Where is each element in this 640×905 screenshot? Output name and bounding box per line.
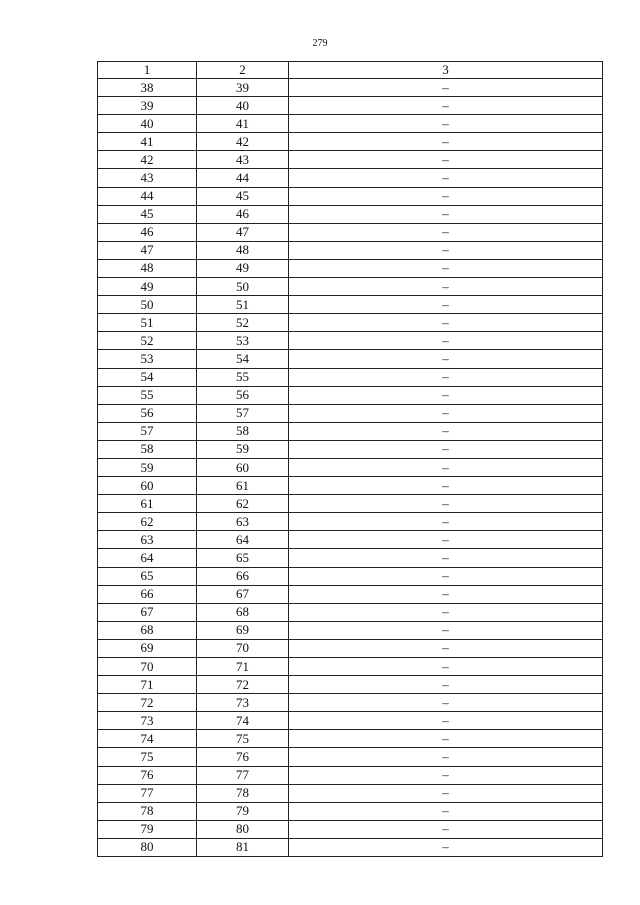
table-cell-col-2: 81 [197, 838, 289, 856]
table-cell-col-3: – [289, 477, 603, 495]
table-cell-col-3: – [289, 585, 603, 603]
table-cell-col-3: – [289, 730, 603, 748]
table-cell-col-1: 64 [98, 549, 197, 567]
table-row [98, 97, 603, 115]
table-cell-col-2: 44 [197, 169, 289, 187]
table-row [98, 332, 603, 350]
table-row [98, 169, 603, 187]
table-cell-col-3: – [289, 187, 603, 205]
table-row [98, 79, 603, 97]
table-row [98, 838, 603, 856]
table-body [98, 79, 603, 857]
table-cell-col-3: – [289, 241, 603, 259]
table-cell-col-1: 59 [98, 458, 197, 476]
table-row [98, 368, 603, 386]
table-cell-col-3: – [289, 404, 603, 422]
table-cell-col-3: – [289, 567, 603, 585]
table-row [98, 712, 603, 730]
table-row [98, 784, 603, 802]
table-row [98, 278, 603, 296]
table-cell-col-3: – [289, 495, 603, 513]
table-cell-col-2: 79 [197, 802, 289, 820]
table-cell-col-3: – [289, 658, 603, 676]
table-cell-col-2: 63 [197, 513, 289, 531]
table-cell-col-2: 60 [197, 458, 289, 476]
table-cell-col-1: 55 [98, 386, 197, 404]
table-row [98, 314, 603, 332]
table-row [98, 585, 603, 603]
table-row [98, 639, 603, 657]
table-row [98, 350, 603, 368]
table-cell-col-3: – [289, 296, 603, 314]
table-cell-col-2: 73 [197, 694, 289, 712]
table-cell-col-1: 79 [98, 820, 197, 838]
table-row [98, 766, 603, 784]
table-cell-col-3: – [289, 350, 603, 368]
table-row [98, 404, 603, 422]
table-row [98, 115, 603, 133]
table-cell-col-3: – [289, 314, 603, 332]
table-cell-col-2: 46 [197, 205, 289, 223]
table-cell-col-3: – [289, 513, 603, 531]
table-cell-col-2: 64 [197, 531, 289, 549]
table-cell-col-3: – [289, 79, 603, 97]
table-cell-col-2: 48 [197, 241, 289, 259]
table-cell-col-1: 74 [98, 730, 197, 748]
table-row [98, 187, 603, 205]
table-cell-col-3: – [289, 838, 603, 856]
table-row [98, 513, 603, 531]
table-cell-col-2: 66 [197, 567, 289, 585]
table-cell-col-2: 45 [197, 187, 289, 205]
table-cell-col-3: – [289, 784, 603, 802]
table-cell-col-1: 50 [98, 296, 197, 314]
table-cell-col-3: – [289, 169, 603, 187]
table-cell-col-1: 38 [98, 79, 197, 97]
table-cell-col-3: – [289, 621, 603, 639]
table-cell-col-1: 75 [98, 748, 197, 766]
table-row [98, 730, 603, 748]
table-cell-col-2: 68 [197, 603, 289, 621]
table-cell-col-2: 41 [197, 115, 289, 133]
table-row [98, 603, 603, 621]
table-cell-col-3: – [289, 133, 603, 151]
table-cell-col-3: – [289, 422, 603, 440]
table-cell-col-1: 80 [98, 838, 197, 856]
table-row [98, 386, 603, 404]
table-cell-col-3: – [289, 676, 603, 694]
table-cell-col-1: 72 [98, 694, 197, 712]
table-cell-col-1: 53 [98, 350, 197, 368]
table-cell-col-3: – [289, 694, 603, 712]
page-number: 279 [312, 38, 328, 49]
table-cell-col-2: 55 [197, 368, 289, 386]
table-cell-col-3: – [289, 332, 603, 350]
table-cell-col-1: 52 [98, 332, 197, 350]
table-cell-col-3: – [289, 748, 603, 766]
table-cell-col-1: 77 [98, 784, 197, 802]
table-cell-col-1: 57 [98, 422, 197, 440]
table-cell-col-1: 41 [98, 133, 197, 151]
table-row [98, 296, 603, 314]
table-cell-col-2: 53 [197, 332, 289, 350]
table-row [98, 531, 603, 549]
table-cell-col-3: – [289, 278, 603, 296]
table-cell-col-3: – [289, 820, 603, 838]
table-cell-col-2: 58 [197, 422, 289, 440]
table-cell-col-1: 68 [98, 621, 197, 639]
table-cell-col-2: 50 [197, 278, 289, 296]
column-header-1: 1 [98, 62, 197, 79]
table-cell-col-1: 58 [98, 440, 197, 458]
table-row [98, 658, 603, 676]
table-cell-col-2: 56 [197, 386, 289, 404]
table-cell-col-1: 43 [98, 169, 197, 187]
table-row [98, 567, 603, 585]
table-cell-col-1: 40 [98, 115, 197, 133]
table-cell-col-2: 51 [197, 296, 289, 314]
table-row [98, 422, 603, 440]
table-cell-col-3: – [289, 368, 603, 386]
table-cell-col-2: 42 [197, 133, 289, 151]
table-cell-col-3: – [289, 259, 603, 277]
table-row [98, 151, 603, 169]
table-row [98, 495, 603, 513]
header-row [98, 62, 603, 79]
table-cell-col-3: – [289, 639, 603, 657]
table-cell-col-2: 59 [197, 440, 289, 458]
table-cell-col-1: 49 [98, 278, 197, 296]
column-header-2: 2 [197, 62, 289, 79]
table-row [98, 223, 603, 241]
table-cell-col-2: 71 [197, 658, 289, 676]
table-cell-col-3: – [289, 603, 603, 621]
table-cell-col-2: 76 [197, 748, 289, 766]
table-header [98, 62, 603, 79]
table-cell-col-3: – [289, 549, 603, 567]
table-cell-col-2: 43 [197, 151, 289, 169]
table-cell-col-2: 47 [197, 223, 289, 241]
table-cell-col-3: – [289, 440, 603, 458]
table-row [98, 241, 603, 259]
table-cell-col-1: 61 [98, 495, 197, 513]
table-cell-col-1: 63 [98, 531, 197, 549]
table-cell-col-2: 69 [197, 621, 289, 639]
table-cell-col-1: 46 [98, 223, 197, 241]
table-cell-col-1: 70 [98, 658, 197, 676]
table-cell-col-2: 49 [197, 259, 289, 277]
table-cell-col-1: 48 [98, 259, 197, 277]
table-cell-col-2: 54 [197, 350, 289, 368]
table-row [98, 748, 603, 766]
table-cell-col-3: – [289, 223, 603, 241]
table-cell-col-1: 51 [98, 314, 197, 332]
table-cell-col-1: 76 [98, 766, 197, 784]
table-cell-col-2: 39 [197, 79, 289, 97]
table-cell-col-1: 78 [98, 802, 197, 820]
table-cell-col-3: – [289, 531, 603, 549]
table-cell-col-1: 60 [98, 477, 197, 495]
table-cell-col-1: 69 [98, 639, 197, 657]
table-cell-col-3: – [289, 115, 603, 133]
table-cell-col-2: 78 [197, 784, 289, 802]
table-cell-col-3: – [289, 712, 603, 730]
table-cell-col-2: 61 [197, 477, 289, 495]
table-cell-col-1: 45 [98, 205, 197, 223]
table-cell-col-2: 57 [197, 404, 289, 422]
table-cell-col-1: 62 [98, 513, 197, 531]
table-cell-col-3: – [289, 458, 603, 476]
table-cell-col-1: 47 [98, 241, 197, 259]
table-row [98, 477, 603, 495]
table-row [98, 676, 603, 694]
data-table [97, 61, 603, 857]
table-cell-col-2: 52 [197, 314, 289, 332]
table-row [98, 458, 603, 476]
table-cell-col-1: 71 [98, 676, 197, 694]
table-cell-col-2: 67 [197, 585, 289, 603]
table-cell-col-2: 77 [197, 766, 289, 784]
table-row [98, 802, 603, 820]
table-cell-col-2: 70 [197, 639, 289, 657]
table-cell-col-2: 75 [197, 730, 289, 748]
table-cell-col-3: – [289, 97, 603, 115]
table-cell-col-1: 65 [98, 567, 197, 585]
table-cell-col-1: 56 [98, 404, 197, 422]
table-cell-col-3: – [289, 766, 603, 784]
table-cell-col-3: – [289, 205, 603, 223]
table-cell-col-3: – [289, 802, 603, 820]
table-row [98, 205, 603, 223]
column-header-3: 3 [289, 62, 603, 79]
table-row [98, 621, 603, 639]
table-row [98, 133, 603, 151]
table-cell-col-2: 62 [197, 495, 289, 513]
table-row [98, 820, 603, 838]
table-row [98, 259, 603, 277]
table-cell-col-2: 72 [197, 676, 289, 694]
table-row [98, 440, 603, 458]
table-cell-col-2: 65 [197, 549, 289, 567]
table-cell-col-1: 66 [98, 585, 197, 603]
table-cell-col-1: 73 [98, 712, 197, 730]
table-cell-col-2: 74 [197, 712, 289, 730]
table-cell-col-1: 42 [98, 151, 197, 169]
table-cell-col-3: – [289, 151, 603, 169]
table-cell-col-1: 54 [98, 368, 197, 386]
table-cell-col-1: 44 [98, 187, 197, 205]
table-row [98, 694, 603, 712]
table-cell-col-2: 40 [197, 97, 289, 115]
table-cell-col-1: 39 [98, 97, 197, 115]
table-cell-col-1: 67 [98, 603, 197, 621]
table-cell-col-2: 80 [197, 820, 289, 838]
table-row [98, 549, 603, 567]
table-cell-col-3: – [289, 386, 603, 404]
